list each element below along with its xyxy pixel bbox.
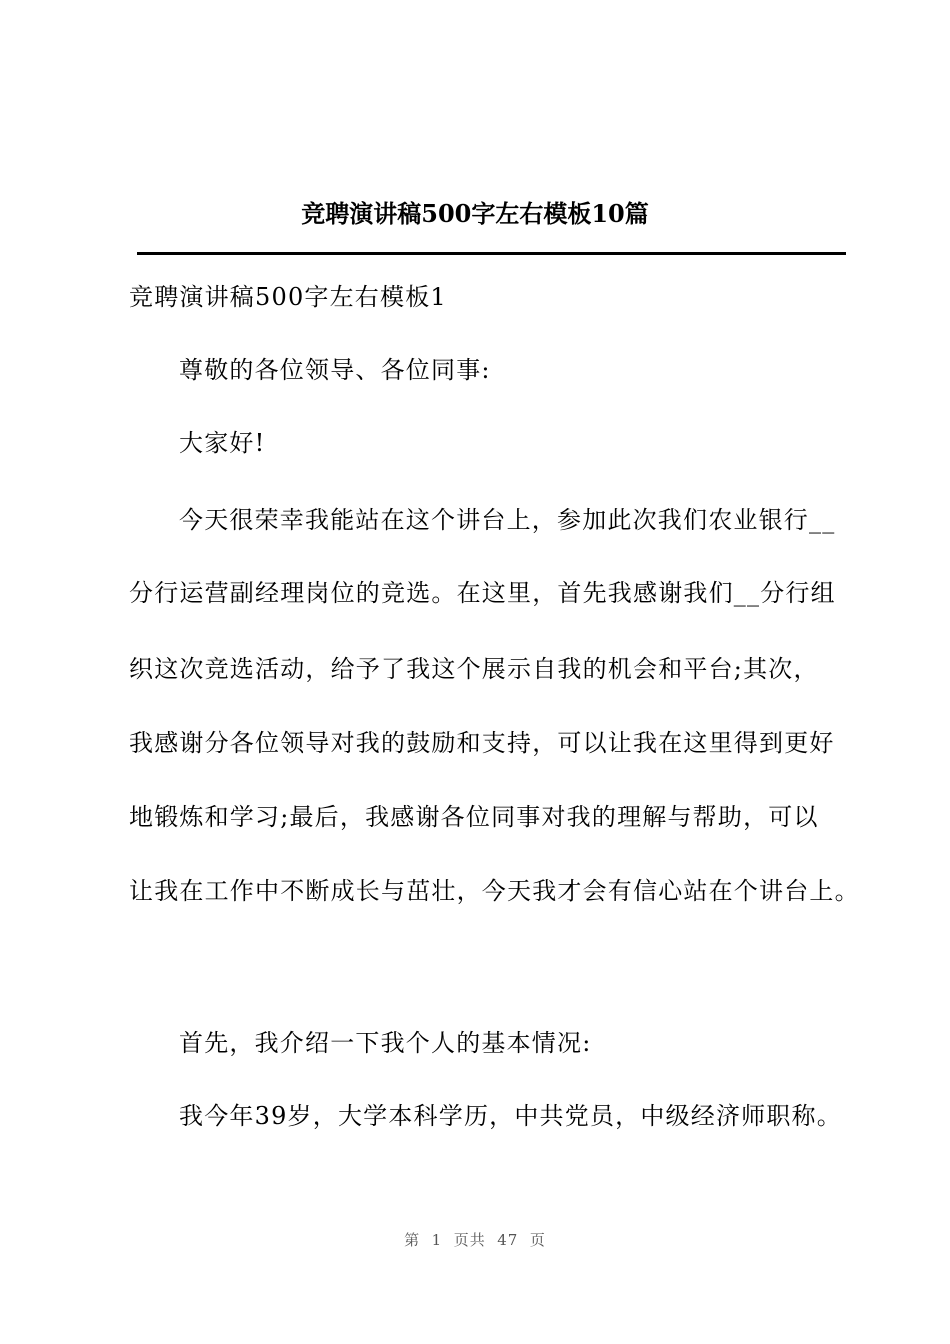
- section-heading: 竞聘演讲稿500字左右模板1: [129, 283, 447, 311]
- paragraph-line: 今天很荣幸我能站在这个讲台上，参加此次我们农业银行__: [179, 506, 836, 534]
- paragraph-line: 地锻炼和学习;最后，我感谢各位同事对我的理解与帮助，可以: [129, 803, 819, 831]
- page-footer: 第 1 页共 47 页: [404, 1231, 546, 1249]
- paragraph-line: 让我在工作中不断成长与茁壮，今天我才会有信心站在个讲台上。: [129, 877, 860, 905]
- salutation: 尊敬的各位领导、各位同事:: [179, 356, 491, 384]
- paragraph-line: 我感谢分各位领导对我的鼓励和支持，可以让我在这里得到更好: [129, 729, 835, 757]
- paragraph-line: 我今年39岁，大学本科学历，中共党员，中级经济师职称。: [179, 1102, 842, 1130]
- document-title: 竞聘演讲稿500字左右模板10篇: [301, 199, 649, 228]
- title-divider: [137, 252, 846, 255]
- paragraph-line: 织这次竞选活动，给予了我这个展示自我的机会和平台;其次，: [129, 655, 819, 683]
- paragraph-line: 分行运营副经理岗位的竞选。在这里，首先我感谢我们__分行组: [129, 579, 836, 607]
- paragraph-line: 首先，我介绍一下我个人的基本情况:: [179, 1029, 592, 1057]
- greeting: 大家好!: [179, 429, 266, 457]
